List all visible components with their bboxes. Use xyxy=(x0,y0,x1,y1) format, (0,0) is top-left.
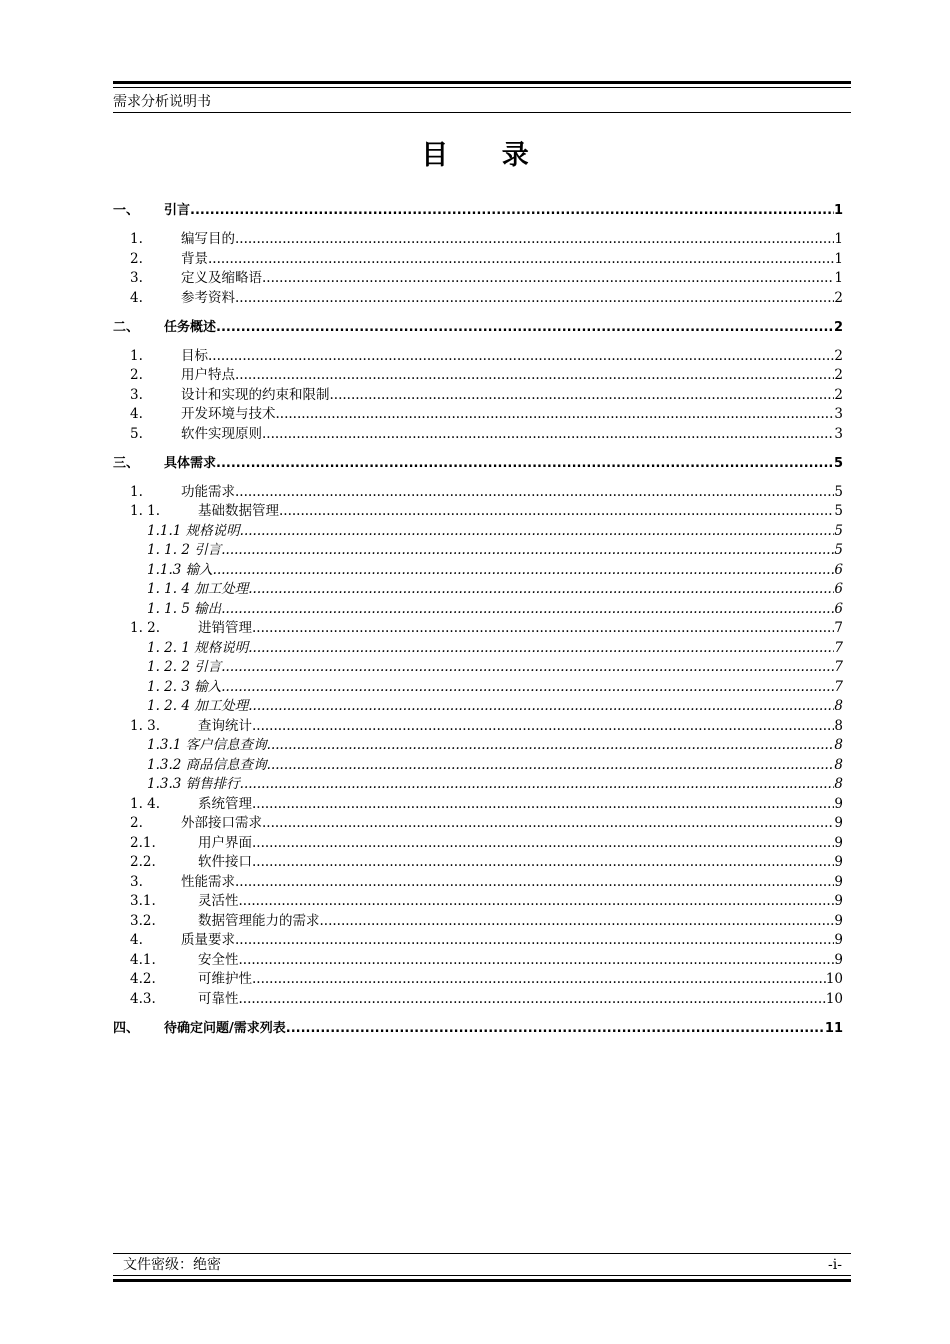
toc-entry[interactable] xyxy=(113,658,843,677)
toc-entry-number: 2.1. xyxy=(130,834,156,851)
toc-entry[interactable] xyxy=(113,970,843,989)
toc-dot-leader xyxy=(235,230,834,249)
toc-dot-leader xyxy=(208,250,834,269)
toc-entry-title: 1.3.2 商品信息查询 xyxy=(147,756,267,773)
toc-entry-page: 9 xyxy=(834,873,843,890)
toc-dot-leader xyxy=(235,931,834,950)
toc-entry[interactable] xyxy=(113,697,843,716)
toc-entry-page: 7 xyxy=(834,639,843,656)
toc-entry[interactable] xyxy=(113,318,843,337)
toc-entry[interactable] xyxy=(113,522,843,541)
toc-entry-page: 8 xyxy=(834,717,843,734)
toc-entry[interactable] xyxy=(113,386,843,405)
toc-entry-number: 1. xyxy=(130,347,143,364)
toc-entry-page: 1 xyxy=(834,270,843,286)
toc-entry[interactable] xyxy=(113,541,843,560)
toc-entry-title: 设计和实现的约束和限制 xyxy=(181,386,330,403)
toc-entry-number: 1. 4. xyxy=(130,795,161,812)
toc-entry-page: 2 xyxy=(834,289,843,306)
toc-entry-title: 性能需求 xyxy=(181,873,235,890)
toc-entry[interactable] xyxy=(113,892,843,911)
toc-dot-leader xyxy=(262,269,834,288)
toc-dot-leader xyxy=(248,639,834,658)
toc-entry-title: 1.3.3 销售排行 xyxy=(147,776,240,792)
toc-entry-title: 进销管理 xyxy=(198,620,252,636)
toc-entry-number: 三、 xyxy=(113,455,140,471)
toc-entry-title: 可维护性 xyxy=(198,971,252,987)
toc-dot-leader xyxy=(240,775,835,794)
toc-entry-number: 4.3. xyxy=(130,990,156,1007)
toc-dot-leader xyxy=(221,541,834,560)
toc-entry-title: 灵活性 xyxy=(198,893,239,909)
toc-entry[interactable] xyxy=(113,951,843,970)
toc-entry-title: 1. 1. 4 加工处理 xyxy=(147,581,249,597)
toc-entry[interactable] xyxy=(113,405,843,424)
toc-dot-leader xyxy=(208,347,834,366)
toc-entry[interactable] xyxy=(113,678,843,697)
toc-dot-leader xyxy=(252,853,834,872)
toc-entry-number: 3. xyxy=(130,270,143,286)
toc-entry-title: 1. 2. 1 规格说明 xyxy=(147,639,249,656)
toc-entry-number: 1. xyxy=(130,231,143,247)
toc-entry-page: 7 xyxy=(834,659,843,675)
toc-entry-number: 2.2. xyxy=(130,854,156,870)
toc-dot-leader xyxy=(213,561,835,580)
toc-entry-number: 3. xyxy=(130,873,143,890)
toc-dot-leader xyxy=(320,912,835,931)
toc-entry-page: 2 xyxy=(833,319,843,335)
toc-entry-page: 8 xyxy=(834,698,843,714)
toc-entry-title: 1. 1. 2 引言 xyxy=(147,542,222,558)
toc-entry[interactable] xyxy=(113,454,843,473)
toc-entry-title: 用户界面 xyxy=(198,834,252,851)
toc-entry-title: 安全性 xyxy=(198,951,239,968)
toc-dot-leader xyxy=(239,892,835,911)
toc-entry-page: 7 xyxy=(834,620,843,636)
toc-entry[interactable] xyxy=(113,931,843,950)
toc-entry[interactable] xyxy=(113,873,843,892)
toc-dot-leader xyxy=(235,483,834,502)
toc-dot-leader xyxy=(252,970,826,989)
toc-entry-page: 9 xyxy=(834,854,843,870)
toc-entry-page: 5 xyxy=(834,503,843,519)
toc-entry-number: 1. 3. xyxy=(130,717,161,734)
toc-entry-number: 1. xyxy=(130,483,143,500)
footer-rule-thick xyxy=(113,1279,851,1282)
toc-entry-number: 4. xyxy=(130,932,143,948)
toc-entry[interactable] xyxy=(113,502,843,521)
toc-entry[interactable] xyxy=(113,366,843,385)
toc-dot-leader xyxy=(267,756,835,775)
toc-entry[interactable] xyxy=(113,561,843,580)
toc-entry-page: 5 xyxy=(834,522,843,539)
toc-entry[interactable] xyxy=(113,600,843,619)
toc-entry[interactable] xyxy=(113,736,843,755)
toc-dot-leader xyxy=(248,580,834,599)
toc-entry-number: 二、 xyxy=(113,319,140,335)
footer-page-number: -i- xyxy=(828,1257,842,1273)
toc-entry-title: 质量要求 xyxy=(181,932,235,948)
toc-dot-leader xyxy=(190,201,834,220)
footer-rule-thin xyxy=(113,1275,851,1276)
toc-entry-number: 5. xyxy=(130,425,143,442)
toc-entry[interactable] xyxy=(113,795,843,814)
toc-entry-title: 可靠性 xyxy=(198,990,239,1007)
toc-entry-title: 功能需求 xyxy=(181,483,235,500)
toc-dot-leader xyxy=(221,600,834,619)
toc-entry-title: 外部接口需求 xyxy=(181,815,262,831)
toc-entry-number: 3.1. xyxy=(130,893,156,909)
toc-dot-leader xyxy=(235,366,834,385)
toc-entry-title: 具体需求 xyxy=(164,455,217,471)
toc-entry-title: 1.1.3 输入 xyxy=(147,561,213,578)
toc-entry-title: 1.1.1 规格说明 xyxy=(147,522,240,539)
toc-entry-page: 6 xyxy=(834,600,843,617)
toc-entry-title: 1. 2. 2 引言 xyxy=(147,659,222,675)
toc-entry-number: 1. 2. xyxy=(130,620,161,636)
toc-dot-leader xyxy=(262,814,834,833)
toc-dot-leader xyxy=(239,951,835,970)
toc-entry-page: 5 xyxy=(834,542,843,558)
toc-entry-title: 用户特点 xyxy=(181,367,235,383)
toc-dot-leader xyxy=(235,289,834,308)
toc-entry-number: 一、 xyxy=(113,203,140,218)
toc-entry-page: 9 xyxy=(834,912,843,929)
toc-entry[interactable] xyxy=(113,269,843,288)
toc-entry-page: 10 xyxy=(825,971,843,987)
toc-entry-page: 9 xyxy=(834,893,843,909)
toc-entry[interactable] xyxy=(113,347,843,366)
toc-entry-number: 4. xyxy=(130,289,143,306)
toc-entry-title: 参考资料 xyxy=(181,289,235,306)
toc-entry[interactable] xyxy=(113,834,843,853)
toc-entry-page: 9 xyxy=(834,834,843,851)
toc-entry-title: 待确定问题/需求列表 xyxy=(164,1020,286,1036)
toc-entry-page: 8 xyxy=(834,756,843,773)
toc-entry-page: 6 xyxy=(834,561,843,578)
toc-entry-page: 9 xyxy=(834,932,843,948)
toc-dot-leader xyxy=(248,697,834,716)
toc-entry[interactable] xyxy=(113,756,843,775)
toc-dot-leader xyxy=(330,386,835,405)
toc-entry-page: 8 xyxy=(834,776,843,792)
toc-entry-page: 9 xyxy=(834,951,843,968)
toc-entry-number: 3. xyxy=(130,386,143,403)
toc-entry-page: 10 xyxy=(825,990,843,1007)
toc-entry[interactable] xyxy=(113,775,843,794)
toc-entry-page: 6 xyxy=(834,581,843,597)
toc-entry-page: 1 xyxy=(833,203,843,218)
toc-entry[interactable] xyxy=(113,717,843,736)
footer-secrecy-label: 文件密级：绝密 xyxy=(123,1257,221,1273)
toc-entry-page: 2 xyxy=(834,367,843,383)
toc-dot-leader xyxy=(279,502,834,521)
toc-entry-page: 7 xyxy=(834,678,843,695)
toc-entry-page: 3 xyxy=(834,425,843,442)
toc-entry-page: 9 xyxy=(834,815,843,831)
toc-entry-title: 定义及缩略语 xyxy=(181,270,262,286)
toc-entry-page: 9 xyxy=(834,795,843,812)
toc-entry[interactable] xyxy=(113,912,843,931)
toc-dot-leader xyxy=(216,454,834,473)
toc-entry-title: 开发环境与技术 xyxy=(181,406,276,422)
toc-entry-number: 3.2. xyxy=(130,912,156,929)
toc-dot-leader xyxy=(240,522,835,541)
toc-entry-title: 1.3.1 客户信息查询 xyxy=(147,737,267,753)
footer-rule-top xyxy=(113,1253,851,1254)
document-header-title: 需求分析说明书 xyxy=(113,94,211,110)
toc-entry[interactable] xyxy=(113,425,843,444)
toc-entry[interactable] xyxy=(113,639,843,658)
toc-dot-leader xyxy=(239,990,826,1009)
toc-dot-leader xyxy=(262,425,834,444)
toc-heading: 目 录 xyxy=(421,140,551,171)
toc-dot-leader xyxy=(252,834,834,853)
toc-dot-leader xyxy=(276,405,835,424)
toc-entry-page: 2 xyxy=(834,347,843,364)
toc-entry-page: 11 xyxy=(824,1020,843,1036)
table-of-contents xyxy=(113,0,851,1100)
toc-entry-number: 4.2. xyxy=(130,971,156,987)
toc-dot-leader xyxy=(252,795,834,814)
toc-entry[interactable] xyxy=(113,619,843,638)
toc-entry-number: 4. xyxy=(130,406,143,422)
toc-entry[interactable] xyxy=(113,250,843,269)
toc-entry-title: 系统管理 xyxy=(198,795,252,812)
toc-dot-leader xyxy=(252,619,834,638)
toc-dot-leader xyxy=(267,736,835,755)
toc-entry-number: 四、 xyxy=(113,1020,140,1036)
toc-entry[interactable] xyxy=(113,201,843,220)
toc-entry-title: 1. 2. 4 加工处理 xyxy=(147,698,249,714)
toc-entry-title: 任务概述 xyxy=(164,319,217,335)
toc-entry-title: 目标 xyxy=(181,347,208,364)
toc-entry-page: 8 xyxy=(834,737,843,753)
toc-entry[interactable] xyxy=(113,990,843,1009)
toc-entry-page: 5 xyxy=(834,483,843,500)
toc-entry[interactable] xyxy=(113,289,843,308)
toc-entry-page: 2 xyxy=(834,386,843,403)
toc-entry[interactable] xyxy=(113,483,843,502)
toc-entry-number: 4.1. xyxy=(130,951,156,968)
toc-entry[interactable] xyxy=(113,814,843,833)
toc-entry-title: 1. 1. 5 输出 xyxy=(147,600,222,617)
toc-entry[interactable] xyxy=(113,1019,843,1038)
toc-entry-title: 引言 xyxy=(164,203,191,218)
toc-entry-title: 1. 2. 3 输入 xyxy=(147,678,222,695)
toc-entry-number: 2. xyxy=(130,250,143,267)
toc-entry[interactable] xyxy=(113,230,843,249)
toc-entry-page: 1 xyxy=(834,231,843,247)
toc-dot-leader xyxy=(286,1019,825,1038)
toc-dot-leader xyxy=(235,873,834,892)
toc-entry-number: 2. xyxy=(130,815,143,831)
toc-entry[interactable] xyxy=(113,580,843,599)
toc-entry-page: 3 xyxy=(834,406,843,422)
toc-entry-title: 编写目的 xyxy=(181,231,235,247)
toc-entry-title: 软件接口 xyxy=(198,854,252,870)
toc-dot-leader xyxy=(221,678,834,697)
toc-entry-title: 查询统计 xyxy=(198,717,252,734)
toc-entry-page: 1 xyxy=(834,250,843,267)
toc-dot-leader xyxy=(252,717,834,736)
toc-entry-page: 5 xyxy=(833,455,843,471)
toc-entry[interactable] xyxy=(113,853,843,872)
toc-dot-leader xyxy=(216,318,834,337)
toc-dot-leader xyxy=(221,658,834,677)
toc-entry-title: 背景 xyxy=(181,250,208,267)
toc-entry-title: 数据管理能力的需求 xyxy=(198,912,320,929)
toc-entry-title: 基础数据管理 xyxy=(198,503,279,519)
toc-entry-number: 1. 1. xyxy=(130,503,161,519)
toc-entry-number: 2. xyxy=(130,367,143,383)
toc-entry-title: 软件实现原则 xyxy=(181,425,262,442)
